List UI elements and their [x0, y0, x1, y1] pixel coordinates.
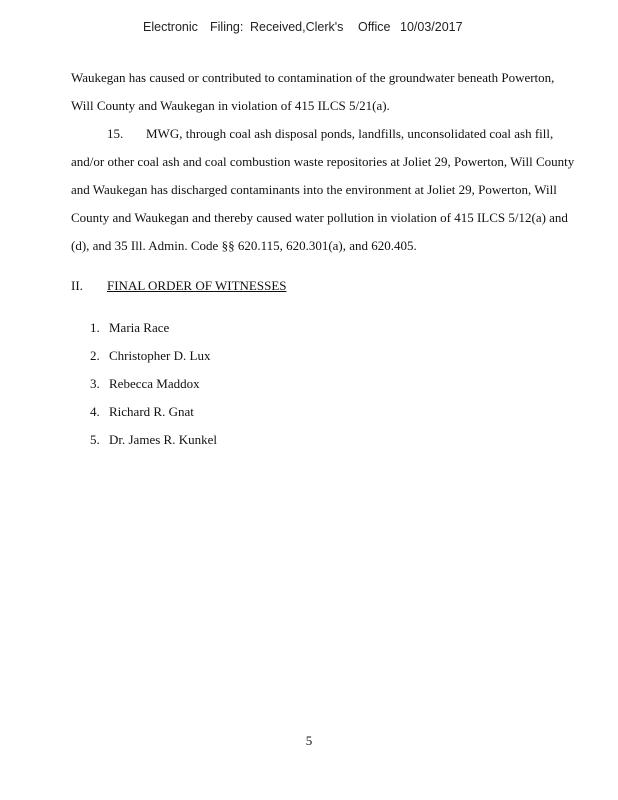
header-date: 10/03/2017	[400, 20, 463, 34]
witness-name: Richard R. Gnat	[109, 404, 194, 419]
section-number: II.	[71, 278, 83, 293]
list-number: 1.	[90, 320, 100, 335]
witness-name: Rebecca Maddox	[109, 376, 200, 391]
list-number: 5.	[90, 432, 100, 447]
witness-name: Christopher D. Lux	[109, 348, 211, 363]
list-number: 2.	[90, 348, 100, 363]
header-filing: Filing:	[210, 20, 244, 34]
list-number: 3.	[90, 376, 100, 391]
paragraph-line: County and Waukegan and thereby caused water pollution in violation of 415 ILCS 5/12(a) and	[71, 210, 568, 225]
paragraph-line: and Waukegan has discharged contaminants into the environment at Joliet 29, Powerton, Will	[71, 182, 557, 197]
paragraph-line: and/or other coal ash and coal combustion waste repositories at Joliet 29, Powerton, Will County	[71, 154, 575, 169]
paragraph-line: 15. MWG, through coal ash disposal ponds, landfills, unconsolidated coal ash fill,	[107, 126, 554, 141]
section-title: FINAL ORDER OF WITNESSES	[107, 278, 287, 293]
list-number: 4.	[90, 404, 100, 419]
paragraph-line: Will County and Waukegan in violation of 415 ILCS 5/21(a).	[71, 98, 390, 113]
header-office: Office	[358, 20, 391, 34]
page-number: 5	[305, 733, 313, 748]
header-received: Received,Clerk's	[250, 20, 344, 34]
paragraph-line: (d), and 35 Ill. Admin. Code §§ 620.115, 620.301(a), and 620.405.	[71, 238, 417, 253]
witness-name: Maria Race	[109, 320, 170, 335]
witness-name: Dr. James R. Kunkel	[109, 432, 217, 447]
paragraph-line: Waukegan has caused or contributed to contamination of the groundwater beneath Powerton,	[71, 70, 555, 85]
header-electronic: Electronic	[143, 20, 198, 34]
